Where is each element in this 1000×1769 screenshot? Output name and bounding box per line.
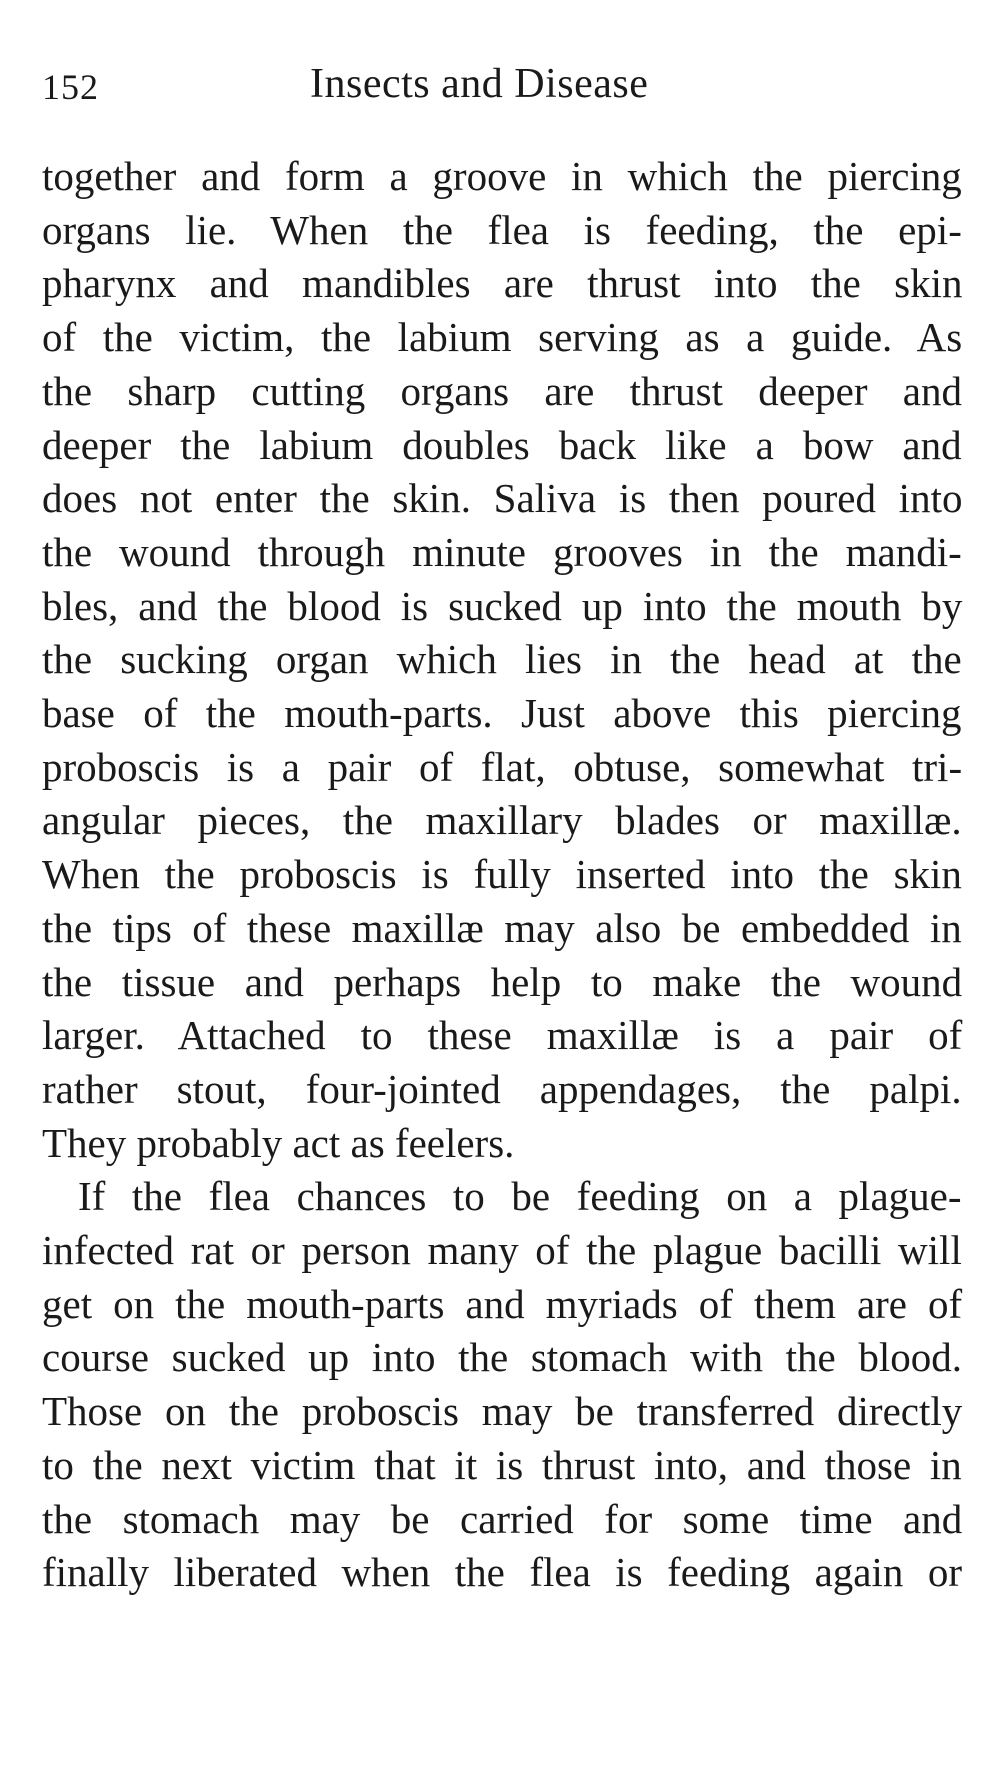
paragraph-2 bbox=[42, 1170, 962, 1600]
text-line: get on the mouth-parts and myriads of them are of bbox=[42, 1280, 963, 1327]
running-title: Insects and Disease bbox=[310, 61, 649, 107]
body-text bbox=[42, 150, 962, 1600]
text-line: When the proboscis is fully inserted into the skin bbox=[42, 851, 962, 898]
text-line: larger. Attached to these maxillæ is a pair of bbox=[42, 1012, 963, 1059]
text-line: They probably act as feelers. bbox=[42, 1119, 515, 1166]
text-line: infected rat or person many of the plague bacilli will bbox=[42, 1227, 962, 1274]
text-line: the tips of these maxillæ may also be embedded in bbox=[42, 904, 962, 951]
text-line: does not enter the skin. Saliva is then poured into bbox=[42, 475, 963, 522]
page-number: 152 bbox=[42, 67, 99, 107]
text-line: to the next victim that it is thrust into, and those in bbox=[42, 1441, 962, 1488]
text-line: the wound through minute grooves in the mandi- bbox=[42, 528, 962, 575]
paragraph-1 bbox=[42, 150, 962, 1170]
text-line: pharynx and mandibles are thrust into the skin bbox=[42, 260, 963, 307]
text-line: organs lie. When the flea is feeding, the epi- bbox=[42, 206, 962, 253]
text-line: deeper the labium doubles back like a bow and bbox=[42, 421, 962, 468]
text-line: the stomach may be carried for some time and bbox=[42, 1495, 963, 1542]
text-line: finally liberated when the flea is feeding again or bbox=[42, 1549, 963, 1596]
text-line: Those on the proboscis may be transferred directly bbox=[42, 1388, 963, 1435]
text-line: proboscis is a pair of flat, obtuse, somewhat tri- bbox=[42, 743, 963, 790]
text-line: bles, and the blood is sucked up into the mouth by bbox=[42, 582, 963, 629]
text-line: the tissue and perhaps help to make the wound bbox=[42, 958, 963, 1005]
text-line: If the flea chances to be feeding on a plague- bbox=[78, 1173, 962, 1220]
text-line: course sucked up into the stomach with the blood. bbox=[42, 1334, 962, 1381]
text-line: together and form a groove in which the piercing bbox=[42, 153, 962, 199]
text-line: of the victim, the labium serving as a guide. As bbox=[42, 314, 963, 361]
text-line: rather stout, four-jointed appendages, the palpi. bbox=[42, 1065, 962, 1112]
text-line: the sharp cutting organs are thrust deeper and bbox=[42, 367, 962, 414]
text-line: angular pieces, the maxillary blades or maxillæ. bbox=[42, 797, 962, 844]
text-line: the sucking organ which lies in the head at the bbox=[42, 636, 962, 683]
text-line: base of the mouth-parts. Just above this piercing bbox=[42, 690, 962, 737]
running-head bbox=[42, 60, 962, 120]
